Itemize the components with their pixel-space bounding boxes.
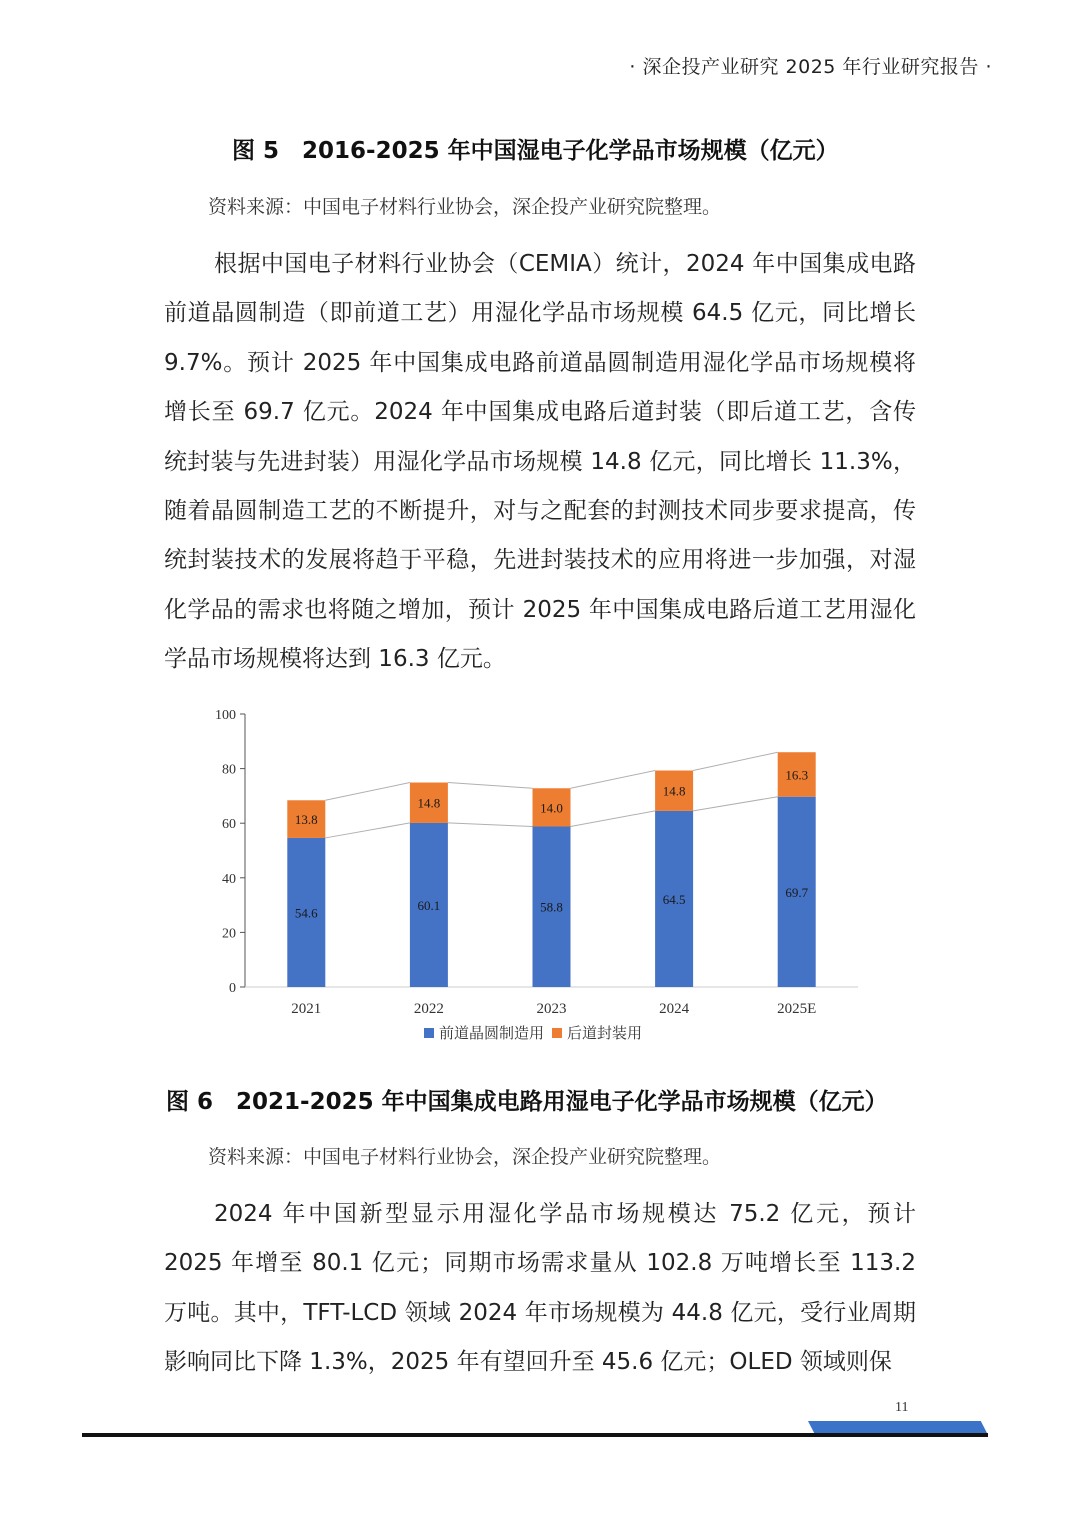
y-tick-label: 60 [222,817,236,833]
data-label-front: 60.1 [417,897,441,913]
figure-5-title: 图 5 2016-2025 年中国湿电子化学品市场规模（亿元） [232,138,839,164]
body-paragraph-1: 根据中国电子材料行业协会（CEMIA）统计，2024 年中国集成电路前道晶圆制造（即前道工艺）用湿化学品市场规模 64.5 亿元，同比增长 9.7%。预计 2025 年中国集成电路前道晶圆制造用湿化学品市场规模将增长至 69.7 亿元。2024 年中国集成电路后道封装（即后道工艺，含传统封装与先进封装）用湿化学品市场规模 14.8 亿元，同比增长 11.3%，随着晶圆制造工艺的不断提升，对与之配套的封测技术同步要求提高，传统封装技术的发展将趋于平稳，先进封装技术的应用将进一步加强，对湿化学品的需求也将随之增加，预计 2025 年中国集成电路后道工艺用湿化学品市场规模将达到 16.3 亿元。 [164,251,916,673]
legend-swatch [424,1028,434,1038]
connector-line-lower [693,797,778,811]
connector-line-lower [448,823,533,827]
y-tick-label: 40 [222,871,236,887]
connector-line-upper [693,752,778,770]
figure-6-title: 图 6 2021-2025 年中国集成电路用湿电子化学品市场规模（亿元） [166,1089,888,1115]
figure-6-source: 资料来源：中国电子材料行业协会，深企投产业研究院整理。 [208,1146,722,1168]
footer-rule [82,1433,988,1437]
x-tick-label: 2024 [659,1001,690,1017]
report-header: · 深企投产业研究 2025 年行业研究报告 · [629,56,992,78]
x-tick-label: 2025E [777,1001,817,1017]
legend-swatch [552,1028,562,1038]
data-label-back: 14.8 [417,795,441,811]
y-tick-label: 80 [222,762,236,778]
data-label-back: 16.3 [785,767,809,783]
connector-line-lower [325,823,410,838]
legend-label: 后道封装用 [567,1024,643,1042]
y-tick-label: 0 [229,981,236,996]
data-label-back: 13.8 [294,812,318,828]
data-label-front: 69.7 [785,884,809,900]
legend-label: 前道晶圆制造用 [439,1024,545,1042]
data-label-back: 14.8 [662,783,686,799]
x-tick-label: 2022 [413,1001,444,1017]
connector-line-lower [571,811,656,827]
stacked-bar-chart [196,700,876,1060]
y-axis [215,708,245,996]
data-label-front: 58.8 [540,899,563,915]
data-label-back: 14.0 [540,800,563,816]
y-tick-label: 20 [222,926,236,942]
page-number: 11 [895,1400,909,1415]
x-axis [245,987,858,1017]
connector-line-upper [571,771,656,789]
connector-line-upper [325,783,410,801]
bar-series [287,752,815,987]
connector-line-upper [448,783,533,789]
figure-5-source: 资料来源：中国电子材料行业协会，深企投产业研究院整理。 [208,196,722,218]
chart-legend [424,1024,642,1042]
x-tick-label: 2023 [536,1001,567,1017]
body-paragraph-2: 2024 年中国新型显示用湿化学品市场规模达 75.2 亿元，预计 2025 年增至 80.1 亿元；同期市场需求量从 102.8 万吨增长至 113.2 万吨。其中，TFT-LCD 领域 2024 年市场规模为 44.8 亿元，受行业周期影响同比下降 1.3%，2025 年有望回升至 45.6 亿元；OLED 领域则保 [164,1201,916,1376]
y-tick-label: 100 [215,708,236,723]
x-tick-label: 2021 [291,1001,322,1017]
data-label-front: 54.6 [294,905,318,921]
data-label-front: 64.5 [662,891,686,907]
